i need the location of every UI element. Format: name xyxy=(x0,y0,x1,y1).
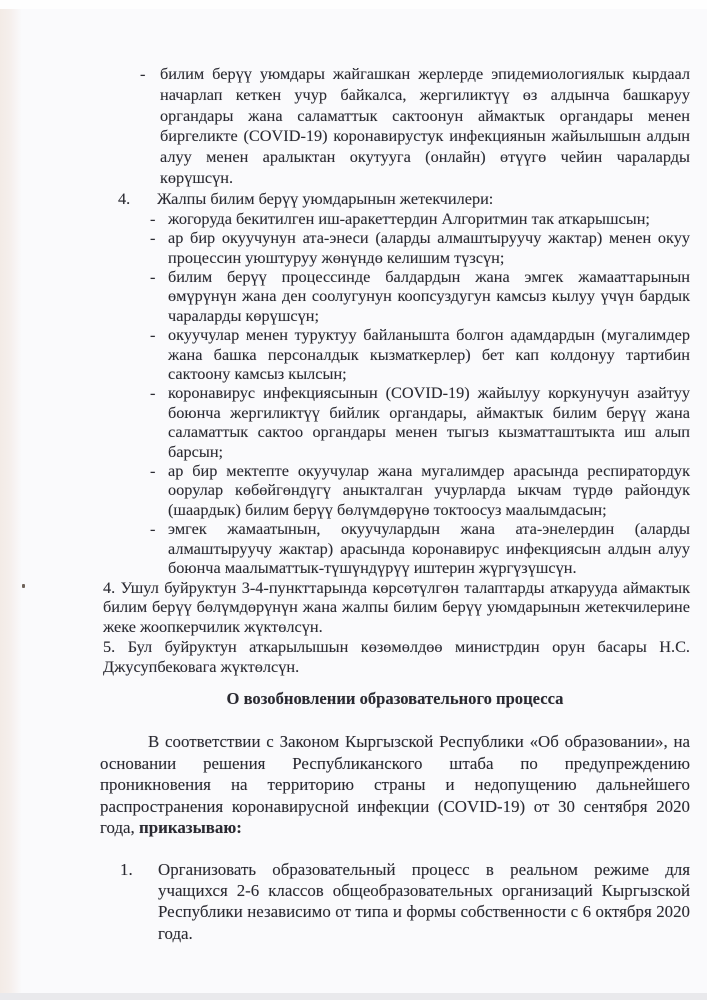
list-item xyxy=(150,519,690,577)
paragraph-item-5-control: 5. Бул буйруктун аткарылышын көзөмөлдөө министрдин орун басары Н.С. Джусупбековага жүктөлсүн. xyxy=(103,636,690,676)
item-number: 1. xyxy=(120,859,133,879)
numbered-item-4-heads xyxy=(118,189,690,209)
list-item xyxy=(150,228,690,267)
order-keyword-bold: приказываю: xyxy=(139,818,242,838)
list-item-text: окуучулар менен туруктуу байланышта болгон адамдардын (мугалимдер жана башка персоналдык кызматкерлер) бет кап колдонуу тартибин сактоону камсыз кылсын; xyxy=(168,325,690,384)
scan-bottom-edge-band xyxy=(0,993,707,1000)
paragraph-item-4-responsibility: 4. Ушул буйруктун 3-4-пункттарында көрсөтүлгөн талаптарды аткарууда аймактык билим берүү бөлүмдөрүнүн жана жалпы билим берүү уюмдарынын жетекчилерине жеке жоопкерчилик жүктөлсүн. xyxy=(103,577,690,637)
list-item xyxy=(150,383,690,461)
russian-intro-paragraph xyxy=(100,731,690,838)
dash-bullet-marker: - xyxy=(150,228,156,248)
list-item-continued-bullet xyxy=(140,64,690,189)
dash-bullet-marker: - xyxy=(150,383,156,403)
list-item-text: ар бир окуучунун ата-энеси (аларды алмаштыруучу жактар) менен окуу процессин уюштуруу жөнүндө келишим түзсүн; xyxy=(168,228,690,267)
russian-intro-text: В соответствии с Законом Кыргызской Республики «Об образовании», на основании решения Республиканского штаба по предупреждению проникновения на территорию страны и недопущению дальнейшего распространения коронавирусной инфекции (COVID-19) от 30 сентября 2020 года, xyxy=(100,732,690,838)
list-item xyxy=(150,209,690,228)
dash-bullet-marker: - xyxy=(150,267,156,286)
list-item-text: жогоруда бекитилген иш-аракеттердин Алгоритмин так аткарышсын; xyxy=(168,208,650,228)
list-item-text: ар бир мектепте окуучулар жана мугалимдер арасында респиратордук оорулар көбөйгөндүгү аныкталган учурларда ыкчам түрдө райондук (шаардык) билим берүү бөлүмдөрүнө токтоосуз маалымдасын; xyxy=(168,461,690,519)
dash-bullet-marker: - xyxy=(140,64,146,83)
item-text: Организовать образовательный процесс в реальном режиме для учащихся 2-6 классов общеобразовательных организаций Кыргызской Республики независимо от типа и формы собственности с 6 октября 2020 года. xyxy=(158,859,690,943)
list-item-text: эмгек жамаатынын, окуучулардын жана ата-энелердин (аларды алмаштыруучу жактар) арасында коронавирус инфекциясын алдын алуу боюнча маалыматтык-түшүндүрүү иштерин жүргүзүшсүн. xyxy=(168,519,690,578)
dash-bullet-marker: - xyxy=(150,461,156,481)
numbered-item-1-organize xyxy=(120,859,690,945)
item-text: Жалпы билим берүү уюмдарынын жетекчилери: xyxy=(157,188,494,208)
section-heading: О возобновлении образовательного процесса xyxy=(226,689,564,709)
list-item-text: коронавирус инфекциясынын (COVID-19) жайылуу коркунучун азайтуу боюнча жергиликтүү бийлик органдары, аймактык билим берүү жана саламаттык сактоо органдары менен тыгыз кызматташтыкта иш алып барсын; xyxy=(168,383,690,461)
dash-bullet-marker: - xyxy=(150,208,156,228)
list-item xyxy=(150,325,690,383)
item-number: 4. xyxy=(118,188,131,208)
kyrgyz-order-section xyxy=(0,64,690,676)
list-item-text: билим берүү процессинде балдардын жана эмгек жамааттарынын өмүрүнүн жана ден соолугунун коопсуздугун камсыз кылуу үчүн бардык чараларды көрүшсүн; xyxy=(168,267,690,325)
dash-bullet-marker: - xyxy=(150,519,156,539)
list-item-text: билим берүү уюмдары жайгашкан жерлерде эпидемиологиялык кырдаал начарлап кеткен учур байкалса, жергиликтүү өз алдынча башкаруу органдары жана саламаттык сактоонун аймактык органдары менен биргеликте (COVID-19) коронавирустук инфекциянын жайылышын алдын алуу менен аралыктан окутууга (онлайн) өтүүгө чейин чараларды көрүшсүн. xyxy=(160,64,690,187)
list-item xyxy=(150,461,690,519)
dash-bullet-marker: - xyxy=(150,325,156,345)
list-item xyxy=(150,267,690,325)
